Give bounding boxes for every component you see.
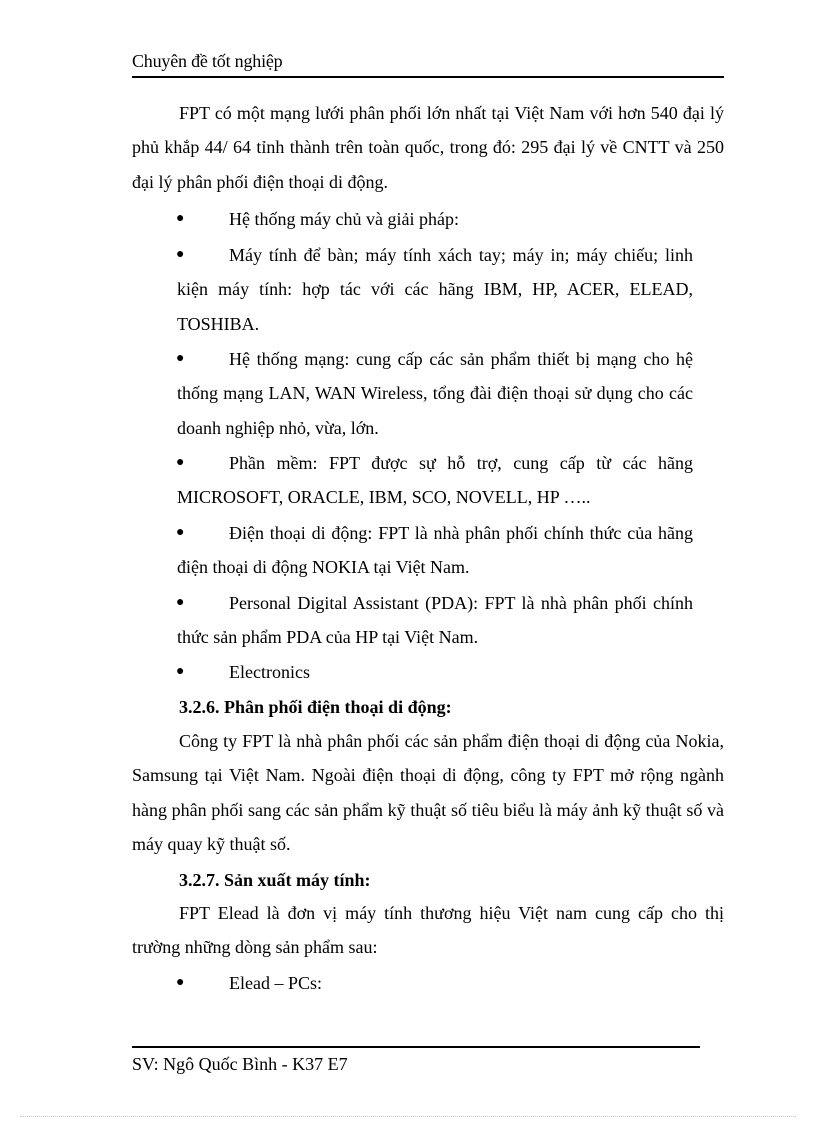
bullet-text: Phần mềm: FPT được sự hỗ trợ, cung cấp từ các hãng MICROSOFT, ORACLE, IBM, SCO, NOVELL, HP ….. xyxy=(177,453,693,508)
bullet-item xyxy=(177,238,693,341)
section-327-paragraph: FPT Elead là đơn vị máy tính thương hiệu Việt nam cung cấp cho thị trường những dòng sản phẩm sau: xyxy=(132,903,724,958)
bullet-item xyxy=(177,342,693,445)
page-header xyxy=(132,50,724,78)
bullet-item xyxy=(177,966,693,1000)
bullet-item xyxy=(177,655,693,689)
bullet-item xyxy=(177,202,693,236)
bullet-item xyxy=(177,446,693,515)
bullet-text: Hệ thống mạng: cung cấp các sản phẩm thiết bị mạng cho hệ thống mạng LAN, WAN Wireless, tổng đài điện thoại sử dụng cho các doanh nghiệp nhỏ, vừa, lớn. xyxy=(177,349,693,438)
header-title: Chuyên đề tốt nghiệp xyxy=(132,51,283,71)
bullet-text: Điện thoại di động: FPT là nhà phân phối chính thức của hãng điện thoại di động NOKIA tại Việt Nam. xyxy=(177,523,693,578)
section-heading-326: 3.2.6. Phân phối điện thoại di động: xyxy=(179,697,452,717)
page-footer xyxy=(132,1046,700,1072)
bullet-dot: ● xyxy=(176,351,185,366)
page-bottom-divider xyxy=(20,1116,796,1117)
bullet-item xyxy=(177,516,693,585)
section-heading-327: 3.2.7. Sản xuất máy tính: xyxy=(179,870,371,890)
bullet-text: Electronics xyxy=(229,662,310,682)
bullet-text: Elead – PCs: xyxy=(229,973,322,993)
bullet-dot: ● xyxy=(176,455,185,470)
bullet-dot: ● xyxy=(176,595,185,610)
bullet-dot: ● xyxy=(176,211,185,226)
bullet-dot: ● xyxy=(176,664,185,679)
bullet-dot: ● xyxy=(176,247,185,262)
bullet-text: Personal Digital Assistant (PDA): FPT là nhà phân phối chính thức sản phẩm PDA của HP tại Việt Nam. xyxy=(177,593,693,648)
bullet-dot: ● xyxy=(176,975,185,990)
bullet-text: Hệ thống máy chủ và giải pháp: xyxy=(229,209,459,229)
intro-paragraph: FPT có một mạng lưới phân phối lớn nhất tại Việt Nam với hơn 540 đại lý phủ khắp 44/ 64 tỉnh thành trên toàn quốc, trong đó: 295 đại lý về CNTT và 250 đại lý phân phối điện thoại di động. xyxy=(132,103,724,192)
section-326-paragraph: Công ty FPT là nhà phân phối các sản phẩm điện thoại di động của Nokia, Samsung tại Việt Nam. Ngoài điện thoại di động, công ty FPT mở rộng ngành hàng phân phối sang các sản phẩm kỹ thuật số tiêu biểu là máy ảnh kỹ thuật số và máy quay kỹ thuật số. xyxy=(132,731,724,855)
bullet-item xyxy=(177,586,693,655)
bullet-dot: ● xyxy=(176,525,185,540)
bullet-text: Máy tính để bàn; máy tính xách tay; máy in; máy chiếu; linh kiện máy tính: hợp tác với các hãng IBM, HP, ACER, ELEAD, TOSHIBA. xyxy=(177,245,693,334)
footer-text: SV: Ngô Quốc Bình - K37 E7 xyxy=(132,1054,348,1074)
